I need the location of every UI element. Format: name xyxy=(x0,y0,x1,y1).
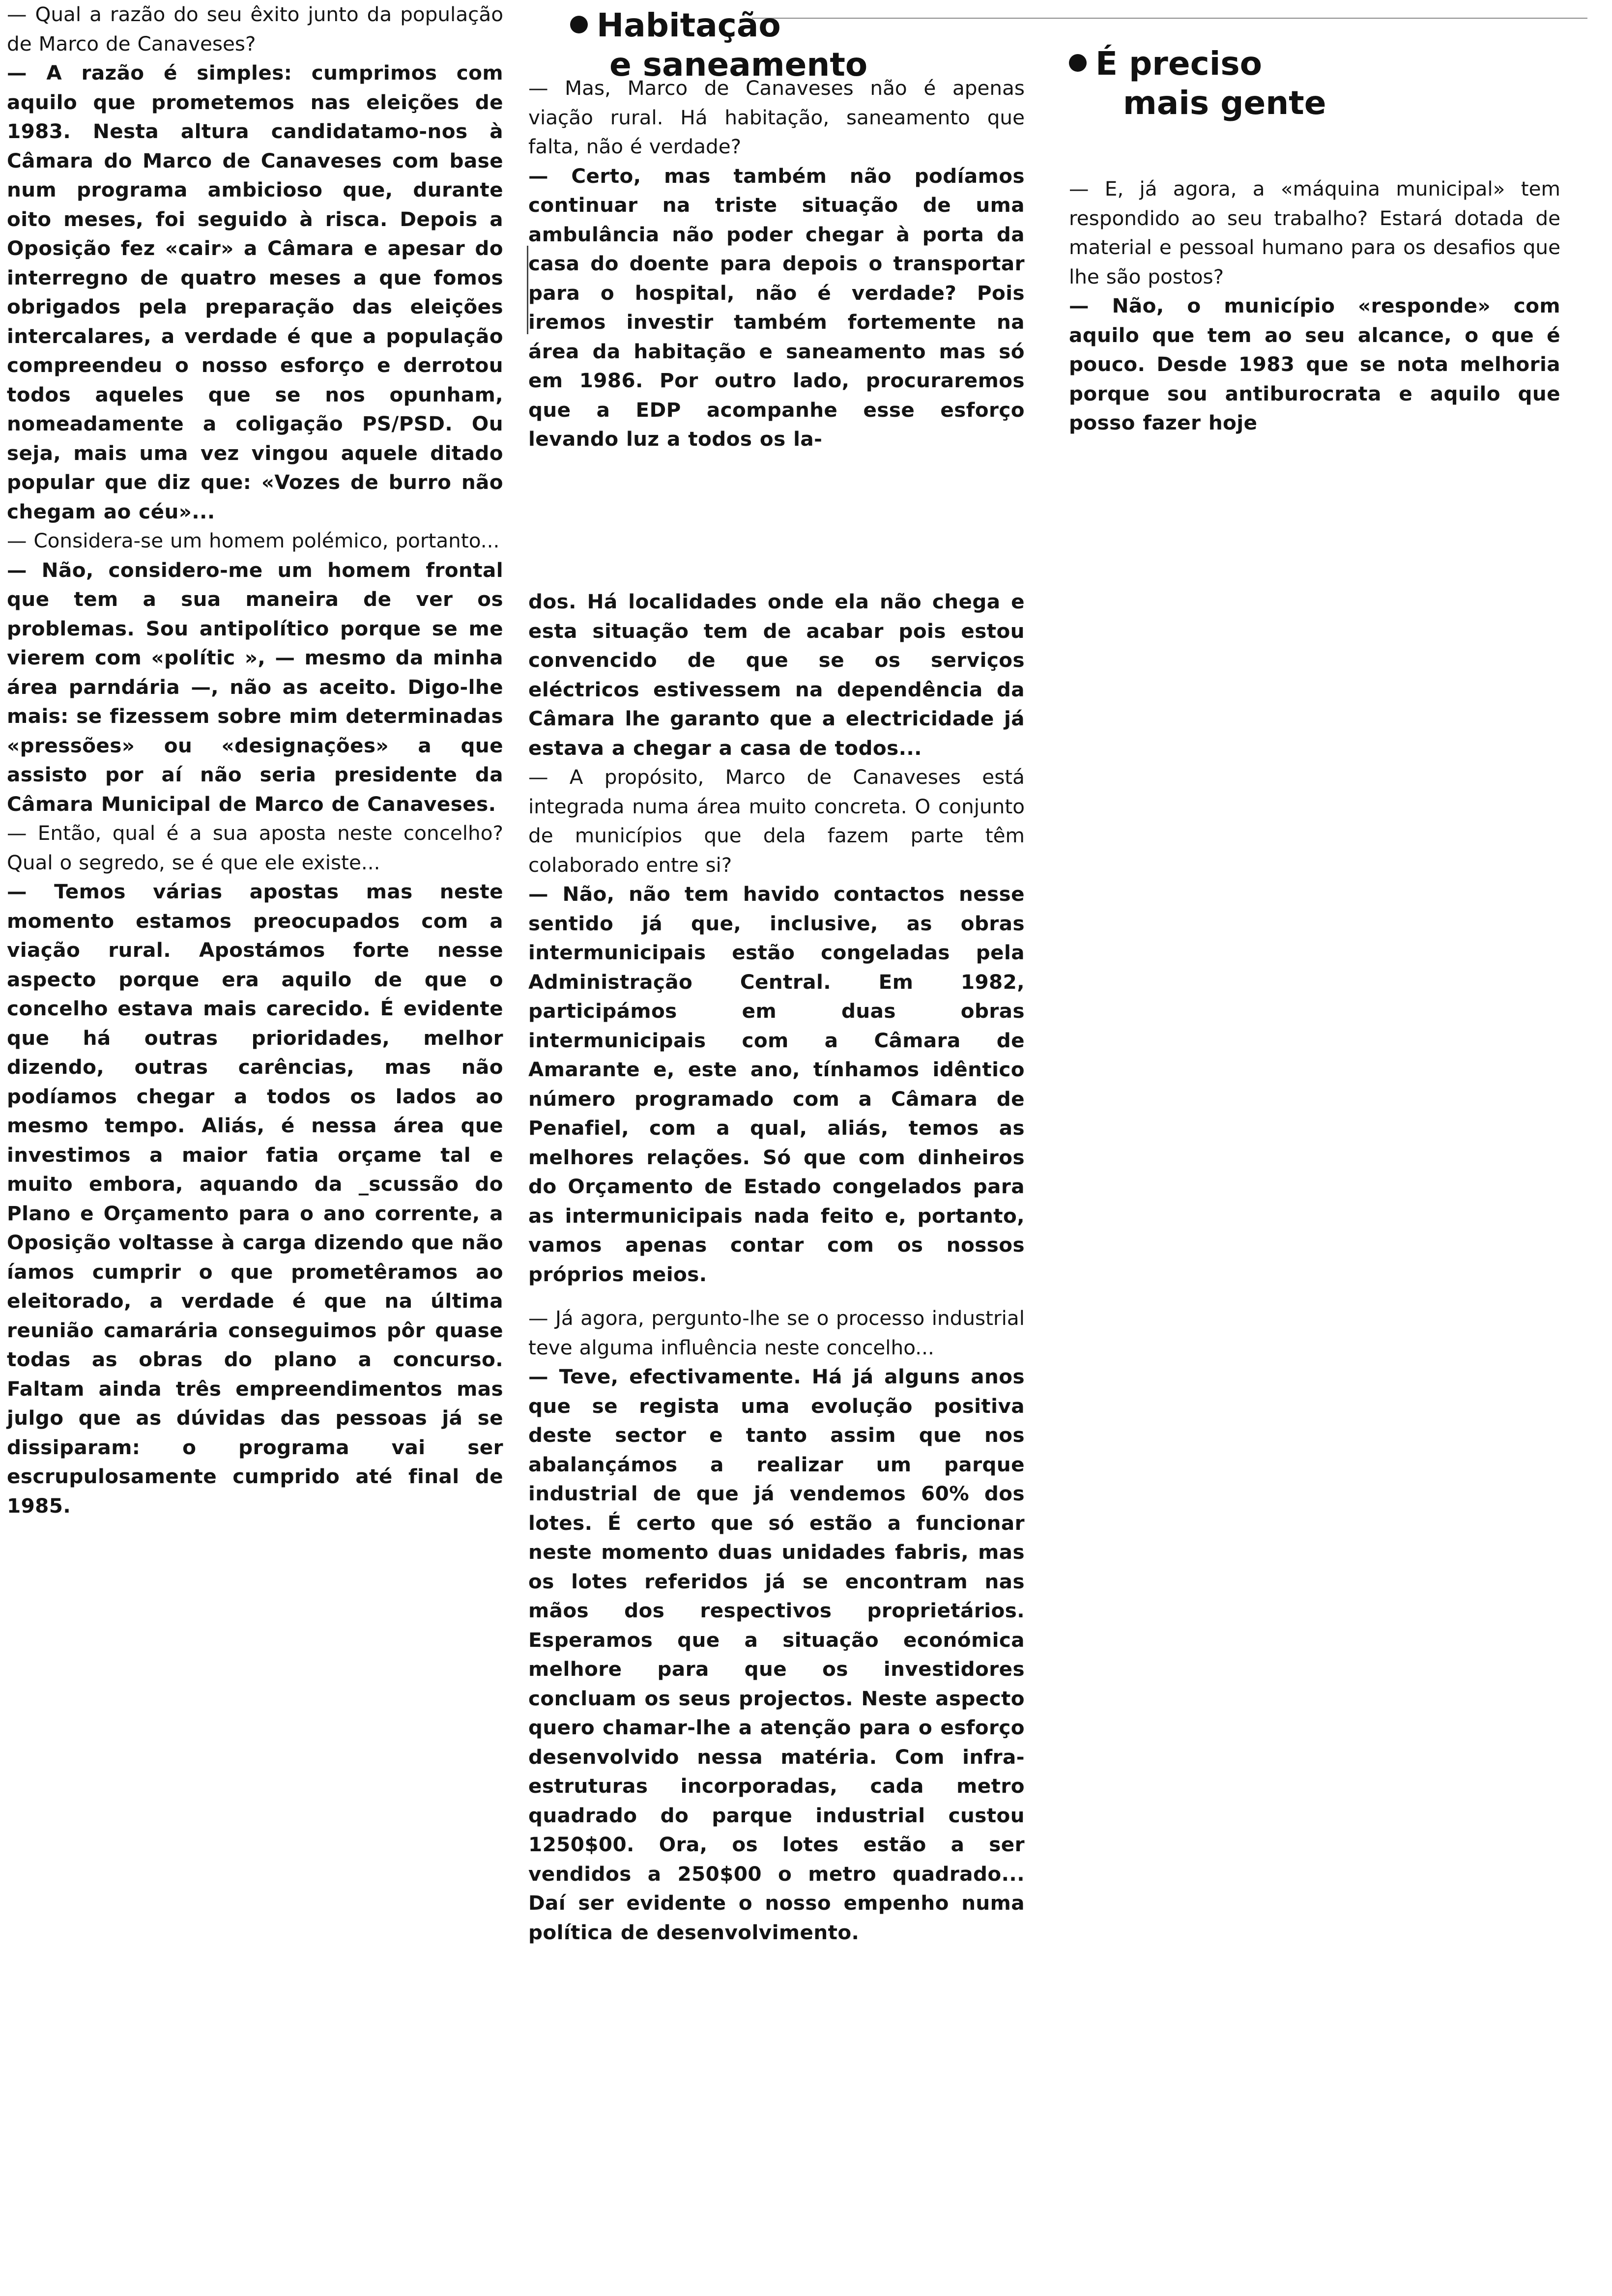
answer-paragraph: dos. Há localidades onde ela não chega e esta situação tem de acabar pois estou convencido de que se os serviços eléctricos estivessem na dependência da Câmara lhe garanto que a electricidade já estava a chegar a casa de todos... xyxy=(528,590,1025,760)
heading-habitacao-saneamento xyxy=(570,6,914,85)
question-paragraph: — A propósito, Marco de Canaveses está integrada numa área muito concreta. O conjunto de municípios que dela fazem parte têm colaborado entre si? xyxy=(528,765,1025,877)
article-column-3 xyxy=(1069,174,1560,438)
answer-paragraph: — A razão é simples: cumprimos com aquilo que prometemos nas eleições de 1983. Nesta altura candidatamo-nos à Câmara do Marco de Canaveses com base num programa ambicioso que, durante oito meses, foi seguido à risca. Depois a Oposição fez «cair» a Câmara e apesar do interregno de quatro meses a que fomos obrigados pela preparação das eleições intercalares, a verdade é que a população compreendeu o nosso esforço e derrotou todos aqueles que se nos opunham, nomeadamente a coligação PS/PSD. Ou seja, mais uma vez vingou aquele ditado popular que diz que: «Vozes de burro não chegam ao céu»... xyxy=(7,61,503,523)
question-paragraph: — Já agora, pergunto-lhe se o processo industrial teve alguma influência neste concelho... xyxy=(528,1306,1025,1359)
heading-line-1: Habitação xyxy=(597,6,781,44)
heading-preciso-mais-gente xyxy=(1069,44,1374,123)
answer-paragraph: — Certo, mas também não podíamos continuar na triste situação de uma ambulância não poder chegar à porta da casa do doente para depois o transportar para o hospital, não é verdade? Pois iremos investir também fortemente na área da habitação e saneamento mas só em 1986. Por outro lado, procuraremos que a EDP acompanhe esse esforço levando luz a todos os la- xyxy=(528,164,1025,451)
heading-line-2: e saneamento xyxy=(609,46,868,84)
question-paragraph: — Considera-se um homem polémico, portanto... xyxy=(7,529,500,552)
article-column-2-bottom xyxy=(528,587,1025,1947)
question-paragraph: — Mas, Marco de Canaveses não é apenas viação rural. Há habitação, saneamento que falta, não é verdade? xyxy=(528,76,1025,158)
answer-paragraph: — Não, não tem havido contactos nesse sentido já que, inclusive, as obras intermunicipais estão congeladas pela Administração Central. Em 1982, participámos em duas obras intermunicipais com a Câmara de Amarante e, este ano, tínhamos idêntico número programado com a Câmara de Penafiel, com a qual, aliás, temos as melhores relações. Só que com dinheiros do Orçamento de Estado congelados para as intermunicipais nada feito e, portanto, vamos apenas contar com os nossos próprios meios. xyxy=(528,882,1025,1286)
bullet-icon xyxy=(570,16,588,33)
question-paragraph: — Então, qual é a sua aposta neste concelho? Qual o segredo, se é que ele existe... xyxy=(7,821,503,874)
answer-paragraph: — Não, o município «responde» com aquilo que tem ao seu alcance, o que é pouco. Desde 1983 que se nota melhoria porque sou antiburocrata e aquilo que posso fazer hoje xyxy=(1069,294,1560,434)
heading-line-1: É preciso xyxy=(1095,45,1262,83)
question-paragraph: — E, já agora, a «máquina municipal» tem respondido ao seu trabalho? Estará dotada de material e pessoal humano para os desafios que lhe são postos? xyxy=(1069,177,1560,288)
answer-paragraph: — Não, considero-me um homem frontal que tem a sua maneira de ver os problemas. Sou antipolítico porque se me vierem com «polític », — mesmo da minha área parndária —, não as aceito. Digo-lhe mais: se fizessem sobre mim determinadas «pressões» ou «designações» a que assisto por aí não seria presidente da Câmara Municipal de Marco de Canaveses. xyxy=(7,558,503,816)
article-column-1 xyxy=(7,0,503,1521)
answer-paragraph: — Temos várias apostas mas neste momento estamos preocupados com a viação rural. Apostámos forte nesse aspecto porque era aquilo de que o concelho estava mais carecido. É evidente que há outras prioridades, melhor dizendo, outras carências, mas não podíamos chegar a todos os lados ao mesmo tempo. Aliás, é nessa área que investimos a maior fatia orçame tal e muito embora, aquando da _scussão do Plano e Orçamento para o ano corrente, a Oposição voltasse à carga dizendo que não íamos cumprir o que prometêramos ao eleitorado, a verdade é que na última reunião camarária conseguimos pôr quase todas as obras do plano a concurso. Faltam ainda três empreendimentos mas julgo que as dúvidas das pessoas já se dissiparam: o programa vai ser escrupulosamente cumprido até final de 1985. xyxy=(7,880,503,1518)
bullet-icon xyxy=(1069,54,1087,72)
heading-line-2: mais gente xyxy=(1123,84,1326,122)
answer-paragraph: — Teve, efectivamente. Há já alguns anos que se regista uma evolução positiva deste sector e tanto assim que nos abalançámos a realizar um parque industrial de que já vendemos 60% dos lotes. É certo que só estão a funcionar neste momento duas unidades fabris, mas os lotes referidos já se encontram nas mãos dos respectivos proprietários. Esperamos que a situação económica melhore para que os investidores concluam os seus projectos. Neste aspecto quero chamar-lhe a atenção para o esforço desenvolvido nessa matéria. Com infra-estruturas incorporadas, cada metro quadrado do parque industrial custou 1250$00. Ora, os lotes estão a ser vendidos a 250$00 o metro quadrado... Daí ser evidente o nosso empenho numa política de desenvolvimento. xyxy=(528,1365,1025,1944)
question-paragraph: — Qual a razão do seu êxito junto da população de Marco de Canaveses? xyxy=(7,2,503,56)
article-column-2-top xyxy=(528,74,1025,454)
